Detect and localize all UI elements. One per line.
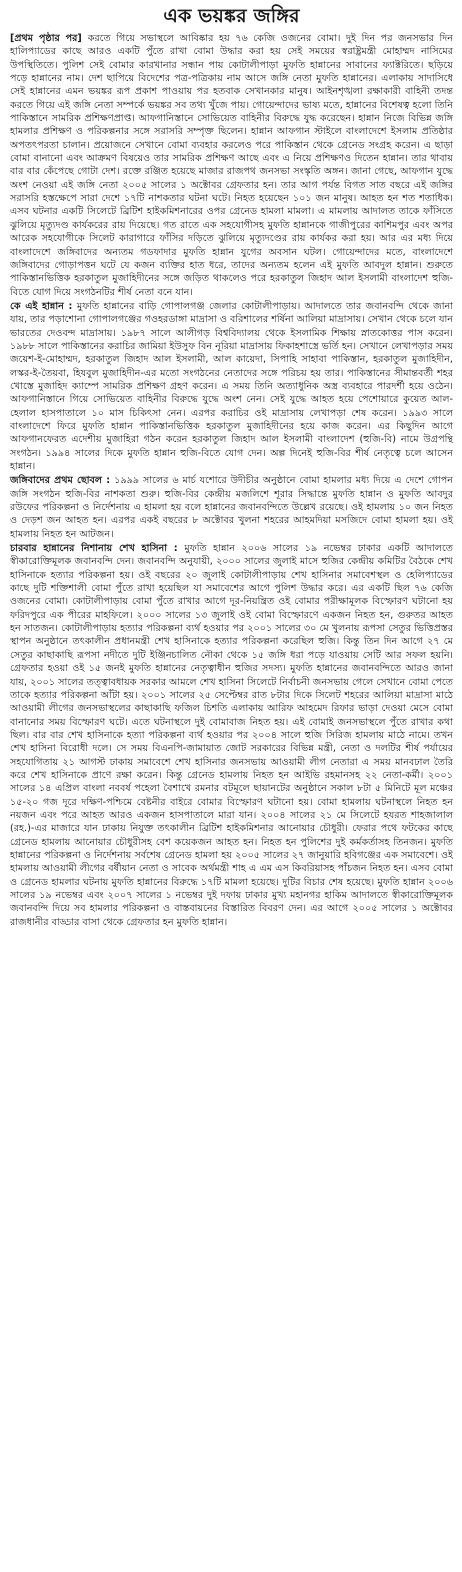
section-body: মুফতি হান্নান ২০০৬ সালের ১৯ নভেম্বর ঢাকার একটি আদালতে স্বীকারোক্তিমূলক জবানবন্দি দেন। জবানবন্দি অনুযায়ী, ২০০০ সালের জুলাই মাসে হুজির কেন্দ্রীয় কমিটির বৈঠকে শেখ হাসিনাকে হত্যার পরিকল্পনা হয়। ওই বছরের ২০ জুলাই কোটালীপাড়ায় শেখ হাসিনার সমাবেশস্থল ও হেলিপ্যাডের কাছে দুটি শক্তিশালী বোমা পুঁতে রাখা হয়েছিল যা সমাবেশের আগে পুলিশ উদ্ধার করে। এর একটি ছিল ৭৬ কেজি ওজনের বোমা। কোটালীপাড়ায় বোমা পুঁতে রাখার আগে দূর-নিয়ন্ত্রিত ওই বোমার পরীক্ষামূলক বিস্ফোরণ ঘটানো হয় ফরিদপুরে এক পীরের মাহফিলে। ২০০০ সালের ১৩ জুলাই ওই বোমা বিস্ফোরণে একজন নিহত হন, গুরুতর আহত হন সাতজন। কোটালীপাড়ায় হত্যার পরিকল্পনা ব্যর্থ হওয়ার পর ২০০১ সালের ৩০ মে খুলনায় রূপসা সেতুর ভিত্তিপ্রস্তর স্থাপন অনুষ্ঠানে তৎকালীন প্রধানমন্ত্রী শেখ হাসিনাকে হত্যার পরিকল্পনা করেছিল হুজি। কিন্তু তিন দিন আগে ২৭ মে সেতুর কাছাকাছি রূপসা নদীতে দুটি ইঞ্জিনচালিত নৌকা থেকে ১৫ জঙ্গি ধরা পড়ে যাওয়ায় সেটি আর সফল হয়নি। গ্রেফতার হওয়া ওই ১৫ জনই মুফতি হান্নানের নেতৃত্বাধীন হুজির সদস্য। মুফতি হান্নানের জবানবন্দিতে আরও জানা যায়, ২০০১ সালের তত্ত্বাবধায়ক সরকার আমলে শেখ হাসিনা সিলেটে নির্বাচনী জনসভায় গেলে সেখানে বোমা পেতে তাকে হত্যার পরিকল্পনা আঁটা হয়। ২০০১ সালের ২৫ সেপ্টেম্বর রাত ৮টার দিকে সিলেট শহরের আলিয়া মাদ্রাসা মাঠে আওয়ামী লীগের জনসভাস্থলের কাছাকাছি ফজিল চিশতি এলাকায় আরিফ আহমেদ রিফার ভাড়া দেওয়া মেসে বোমা বানানোর সময় বিস্ফোরণ ঘটে। এতে ঘটনাস্থলে দুই বোমাবাজ নিহত হয়। এই বোমাই জনসভাস্থলে পুঁতে রাখার কথা ছিল। বার বার শেখ হাসিনাকে হত্যা পরিকল্পনা ব্যর্থ হওয়ার পর ২০০৪ সালে হুজি সিরিজ হামলায় মাঠে নামে। তখন শেখ হাসিনা বিরোধী দলে। সে সময় বিএনপি-জামায়াত জোট সরকারের বিভিন্ন মন্ত্রী, নেতা ও দলটির শীর্ষ পর্যায়ের সহযোগিতায় ২১ আগস্ট ঢাকায় সমাবেশে শেখ হাসিনার জনসভায় আওয়ামী লীগ নেতারা এ সময় মানবঢাল তৈরি করে শেখ হাসিনাকে প্রাণে রক্ষা করেন। কিন্তু গ্রেনেড হামলায় নিহত হন আইভি রহমানসহ ২২ নেতা-কর্মী। ২০০১ সালের ১৪ এপ্রিল বাংলা নববর্ষ পহেলা বৈশাখে রমনার বটমূলে ছায়ানটের অনুষ্ঠানে সকাল ৮টা ৫ মিনিটে মূল মঞ্চের ১৫-২০ গজ দূরে দক্ষিণ-পশ্চিমে বেষ্টনীর বাইরে বোমার বিস্ফোরণ ঘটানো হয়। বোমা হামলায় ঘটনাস্থলে নিহত হন নয়জন এবং পরে আহত আরও একজন হাসপাতালে মারা যান। ২০০৪ সালের ২১ মে সিলেটে হযরত শাহজালাল (রহ.)-এর মাজারে যান ঢাকায় নিযুক্ত তৎকালীন ব্রিটিশ হাইকমিশনার আনোয়ার চৌধুরী। ফেরার পথে ফটকের কাছে গ্রেনেড হামলায় আনোয়ার চৌধুরীসহ বেশ কয়েকজন আহত হন। নিহত হন পুলিশের দুই কর্মকর্তাসহ তিনজন। মুফতি হান্নানের পরিকল্পনা ও নির্দেশনায় সর্বশেষ গ্রেনেড হামলা হয় ২০০৫ সালের ২৭ জানুয়ারি হবিগঞ্জের এক সমাবেশে। ওই হামলায় আওয়ামী লীগের বর্ষীয়ান নেতা ও সাবেক অর্থমন্ত্রী শাহ এ এম এস কিবরিয়াসহ পাঁচজন নিহত হন। এসব বোমা ও গ্রেনেড হামলার ঘটনায় মুফতি হান্নানের বিরুদ্ধে ১৭টি মামলা হয়েছে। দুটির বিচার শেষ হয়েছে। মুফতি হান্নান ২০০৬ সালের ১৯ নভেম্বর এবং ২০০৭ সালের ১ নভেম্বর দুই দফায় ঢাকার মুখ্য মহানগর হাকিম আদালতে স্বীকারোক্তিমূলক জবানবন্দি দিয়ে সব হামলার পরিকল্পনা ও বাস্তবায়নের বিস্তারিত বিবরণ দেন। এর আগে ২০০৫ সালের ১ অক্টোবর রাজধানীর বাড্ডার বাসা থেকে গ্রেফতার হন মুফতি হান্নান। <box>10 543 454 928</box>
section-lead: চারবার হান্নানের নিশানায় শেখ হাসিনা : <box>10 543 185 555</box>
section-body: ১৯৯৯ সালের ৬ মার্চ যশোরে উদীচীর অনুষ্ঠানে বোমা হামলার মধ্য দিয়ে এ দেশে গোপন জঙ্গি সংগঠন হুজি-বির নাশকতা শুরু। হুজি-বির কেন্দ্রীয় মজলিশে শূরার সিদ্ধান্তে মুফতি হান্নান ও মুফতি আবদুর রউফের পরিকল্পনা ও নির্দেশনায় এ হামলা হয় বলে হান্নানের জবানবন্দিতে উল্লেখ রয়েছে। ওই হামলায় ১০ জন নিহত ও দেড়শ জন আহত হন। এরপর একই বছরের ৮ অক্টোবর খুলনা শহরের আহমদিয়া মসজিদে বোমা হামলা হয়। ওই হামলায় নিহত হন আটজন। <box>10 475 454 540</box>
section-lead: জঙ্গিবাদের প্রথম ছোবল : <box>10 475 115 487</box>
section-lead: [প্রথম পৃষ্ঠার পর] <box>10 33 88 44</box>
article-section-first-strike <box>10 474 453 541</box>
section-body: মুফতি হান্নানের বাড়ি গোপালগঞ্জ জেলার কোটালীপাড়ায়। আদালতে তার জবানবন্দি থেকে জানা যায়, তার পড়াশোনা গোপালগঞ্জের গওহরডাঙ্গা মাদ্রাসা ও বরিশালের শর্ষিনা আলিয়া মাদ্রাসায়। সেখান থেকে চলে যান ভারতের দেওবন্দ মাদ্রাসায়। ১৯৮৭ সালে আলীগড় বিশ্ববিদ্যালয় থেকে ইসলামিক শিক্ষায় স্নাতকোত্তর পাস করেন। ১৯৮৮ সালে পাকিস্তানের করাচির জামিয়া ইউসুফ বিন নূরিয়া মাদ্রাসায় ফিকাহশাস্ত্রে ভর্তি হন। সেখানে লেখাপড়ার সময় জয়েশ-ই-মোহাম্মদ, হরকাতুল জিহাদ আল ইসলামী, আল কায়েদা, সিপাহি সাহাবা পাকিস্তান, হরকাতুল মুজাহিদীন, লস্কর-ই-তৈয়বা, হিযবুল মুজাহিদীন-এর মতো সংগঠনের নেতাদের সঙ্গে পরিচয় হয় তার। পাকিস্তানের সীমান্তবর্তী শহর খোস্তে মুজাহিদ ক্যাম্পে সামরিক প্রশিক্ষণ গ্রহণ করেন। এ সময় তিনি অত্যাধুনিক অস্ত্র ব্যবহারে পারদর্শী হয়ে ওঠেন। আফগানিস্তানে গিয়ে সোভিয়েত বাহিনীর বিরুদ্ধে যুদ্ধে অংশ নেন। সেই যুদ্ধে আহত হয়ে পেশোয়ারে কুয়েত আল-হেলাল হাসপাতালে ১০ মাস চিকিৎসা নেন। এরপর করাচির ওই মাদ্রাসায় লেখাপড়া শেষ করেন। ১৯৯৩ সালে বাংলাদেশে ফিরে মুফতি হান্নান পাকিস্তানভিত্তিক হরকাতুল মুজাহিদীনের হয়ে কাজ করেন। এর কিছুদিন আগে আফগানফেরত এদেশীয় মুজাহিরা গঠন করেন হরকাতুল জিহাদ আল ইসলামী বাংলাদেশ (হুজি-বি) নামে উগ্রপন্থি সংগঠন। ১৯৯৪ সালের দিকে মুফতি হান্নান হুজি-বিতে যোগ দেন। অল্প দিনেই হুজি-বির শীর্ষ নেতৃত্বে চলে আসেন হান্নান। <box>10 300 454 472</box>
article-section-four-attempts <box>10 542 453 929</box>
article-section-continuation <box>10 32 453 299</box>
section-body: করতে গিয়ে সভাস্থলে আবিষ্কার হয় ৭৬ কেজি ওজনের বোমা। দুই দিন পর জনসভার দিন হালিপ্যাডের কাছে আরও একটি পুঁতে রাখা বোমা উদ্ধার করা হয় সেই সময়ের স্বরাষ্ট্রমন্ত্রী মোহাম্মদ নাসিমের উপস্থিতিতে। পুলিশ সেই বোমার কারখানার সন্ধান পায় কোটালীপাড়া মুফতি হান্নানের সাবানের ফ্যাক্টরিতে। ছড়িয়ে পড়ে হান্নানের নাম। দেশ ছাপিয়ে বিদেশের পত্র-পত্রিকায় নাম আসে জঙ্গি নেতা মুফতি হান্নানের। এলাকায় সাদাসিধে সেই হান্নানের এমন ভয়ঙ্কর রূপ প্রকাশ পাওয়ায় পর হতবাক সেখানকার মানুষ। আইনশৃঙ্খলা রক্ষাকারী বাহিনী তদন্ত করতে গিয়ে এই জঙ্গি নেতা সম্পর্কে ভয়ঙ্কর সব তথ্য খুঁজে পায়। গোয়েন্দাদের ভাষ্য মতে, হান্নানের বিশেষত্ব হলো তিনি পাকিস্তানে সামরিক প্রশিক্ষণপ্রাপ্ত। আফগানিস্তানে সোভিয়েত বাহিনীর বিরুদ্ধে যুদ্ধ করেছেন। হান্নান নিজে বিভিন্ন জঙ্গি হামলার প্রশিক্ষণ ও পরিকল্পনার সঙ্গে সরাসরি সম্পৃক্ত ছিলেন। হান্নান আফগান স্টাইলে বাংলাদেশে ইসলাম প্রতিষ্ঠার অপতৎপরতা চালান। প্রয়োজনে সেখানে বোমা ব্যবহার করলেও পরে পাকিস্তান থেকে গ্রেনেড সংগ্রহ করেন। এ ছাড়া বোমা বানানো এবং আক্রমণ বিষয়েও তার সামরিক প্রশিক্ষণ আছে এবং এ নিয়ে প্রশিক্ষণও দিতেন হান্নান। তার থাবায় বার বার কেঁপেছে গোটা দেশ। রক্তে রঞ্জিত হয়েছে মাজার রাজপথ জনসভা সংস্কৃতি অঙ্গন। জানা গেছে, আফগান যুদ্ধে অংশ নেওয়া এই জঙ্গি নেতা ২০০৫ সালের ১ অক্টোবর গ্রেফতার হন। তার আগ পর্যন্ত বিগত সাত বছরে এই জঙ্গির সরাসরি হস্তক্ষেপে সারা দেশে ১৭টি নাশকতার ঘটনা ঘটে। নিহত হয়েছেন ১০১ জন মানুষ। আহত হন শত শতাধিক। এসব ঘটনার একটি সিলেটে ব্রিটিশ হাইকমিশনারের ওপর গ্রেনেড হামলা মামলা। এ মামলায় আদালত তাকে ফাঁসিতে ঝুলিয়ে মৃত্যুদণ্ড কার্যকরের রায় দিয়েছে। গত রাতে এক সহযোগীসহ মুফতি হান্নানকে গাজীপুরের কাশিমপুর এবং অপর আরেক সহযোগীকে সিলেট কারাগারে ফাঁসির দড়িতে ঝুলিয়ে মৃত্যুদণ্ডের রায় কার্যকর করা হয়। আর এর মধ্য দিয়ে বাংলাদেশে জঙ্গিবাদের অন্যতম গডফাদার মুফতি হান্নান যুগের অবসান ঘটল। গোয়েন্দাদের মতে, বাংলাদেশে জঙ্গিবাদের গোড়াপত্তন ঘটে যে কজন ব্যক্তির হাত ধরে, তাদের অন্যতম হলেন এই মুফতি আবদুল হান্নান। শুরুতে পাকিস্তানভিত্তিক হরকাতুল মুজাহিদীনের সঙ্গে জড়িত থাকলেও পরে হরকাতুল জিহাদ আল ইসলামী বাংলাদেশ হুজি-বিতে যোগ দিয়ে সংগঠনটির শীর্ষ নেতা বনে যান। <box>10 33 453 298</box>
article-headline: এক ভয়ঙ্কর জঙ্গির <box>163 5 300 27</box>
article-section-who-is-hannan <box>10 300 453 473</box>
section-lead: কে এই হান্নান : <box>10 300 77 312</box>
